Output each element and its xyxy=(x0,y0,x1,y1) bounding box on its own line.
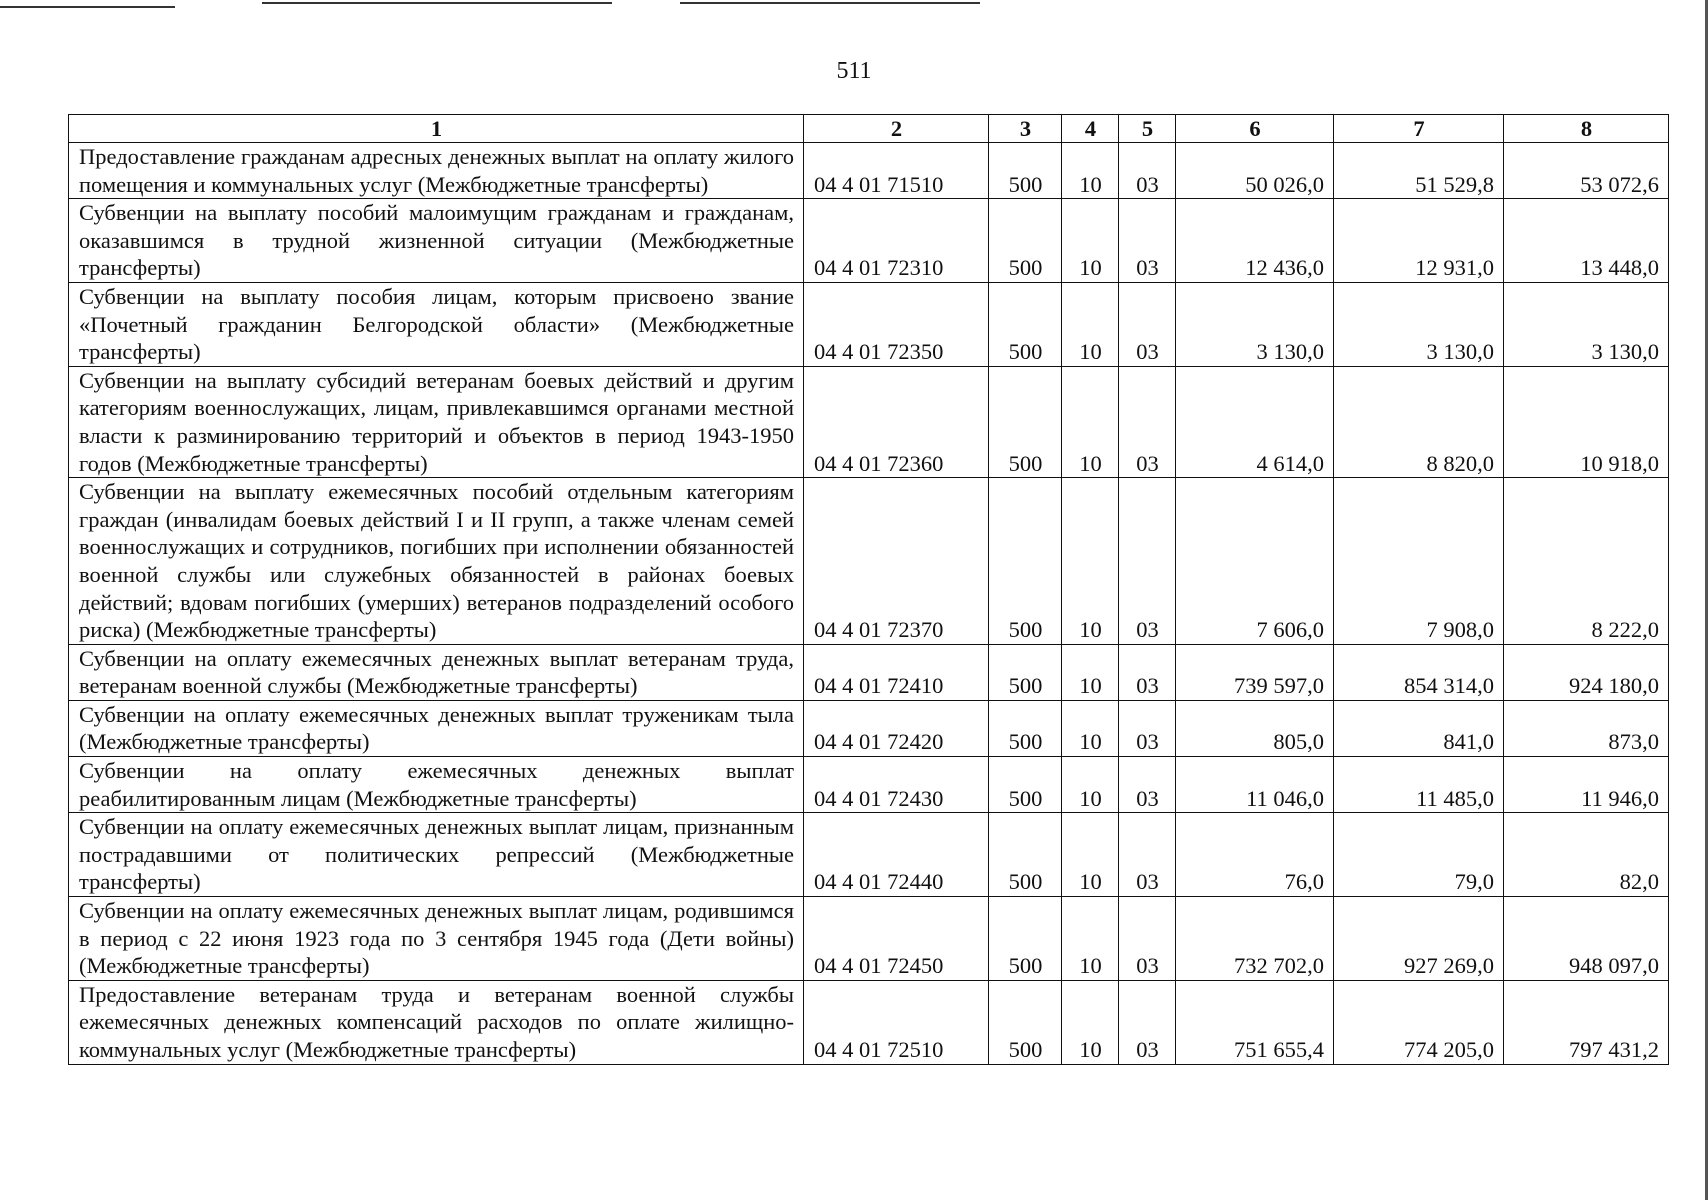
row-value-col-7: 841,0 xyxy=(1334,700,1504,756)
row-description: Субвенции на оплату ежемесячных денежных выплат ветеранам труда, ветеранам военной службы (Межбюджетные трансферты) xyxy=(69,644,804,700)
row-col-3: 500 xyxy=(989,700,1062,756)
row-description: Предоставление гражданам адресных денежных выплат на оплату жилого помещения и коммунальных услуг (Межбюджетные трансферты) xyxy=(69,143,804,199)
row-col-5: 03 xyxy=(1119,700,1176,756)
row-value-col-7: 12 931,0 xyxy=(1334,199,1504,283)
row-col-5: 03 xyxy=(1119,644,1176,700)
row-col-5: 03 xyxy=(1119,813,1176,897)
row-code: 04 4 01 72310 xyxy=(804,199,989,283)
scan-artifact-line xyxy=(680,2,980,4)
row-value-col-8: 11 946,0 xyxy=(1504,757,1669,813)
row-col-3: 500 xyxy=(989,282,1062,366)
row-col-4: 10 xyxy=(1062,143,1119,199)
row-col-4: 10 xyxy=(1062,700,1119,756)
row-value-col-7: 854 314,0 xyxy=(1334,644,1504,700)
row-description: Субвенции на оплату ежемесячных денежных выплат реабилитированным лицам (Межбюджетные трансферты) xyxy=(69,757,804,813)
row-code: 04 4 01 72410 xyxy=(804,644,989,700)
row-code: 04 4 01 72430 xyxy=(804,757,989,813)
row-col-3: 500 xyxy=(989,478,1062,645)
row-value-col-6: 50 026,0 xyxy=(1176,143,1334,199)
row-value-col-8: 8 222,0 xyxy=(1504,478,1669,645)
table-row xyxy=(69,366,1669,477)
table-header xyxy=(69,115,1669,143)
row-description: Субвенции на выплату ежемесячных пособий отдельным категориям граждан (инвалидам боевых действий I и II групп, а также членам семей военнослужащих и сотрудников, погибших при исполнении обязанностей военной службы или служебных обязанностей в районах боевых действий; вдовам погибших (умерших) ветеранов подразделений особого риска) (Межбюджетные трансферты) xyxy=(69,478,804,645)
row-description: Предоставление ветеранам труда и ветеранам военной службы ежемесячных денежных компенсаций расходов по оплате жилищно-коммунальных услуг (Межбюджетные трансферты) xyxy=(69,980,804,1064)
row-col-4: 10 xyxy=(1062,366,1119,477)
header-col-3: 3 xyxy=(989,115,1062,143)
row-value-col-8: 797 431,2 xyxy=(1504,980,1669,1064)
table-row xyxy=(69,143,1669,199)
row-col-3: 500 xyxy=(989,813,1062,897)
budget-table xyxy=(68,114,1669,1065)
row-code: 04 4 01 72440 xyxy=(804,813,989,897)
row-col-3: 500 xyxy=(989,980,1062,1064)
row-col-5: 03 xyxy=(1119,897,1176,981)
row-value-col-6: 7 606,0 xyxy=(1176,478,1334,645)
row-description: Субвенции на выплату субсидий ветеранам боевых действий и другим категориям военнослужащих, лицам, привлекавшимся органами местной власти к разминированию территорий и объектов в период 1943-1950 годов (Межбюджетные трансферты) xyxy=(69,366,804,477)
header-col-2: 2 xyxy=(804,115,989,143)
row-col-4: 10 xyxy=(1062,757,1119,813)
row-value-col-6: 12 436,0 xyxy=(1176,199,1334,283)
row-col-5: 03 xyxy=(1119,757,1176,813)
row-value-col-7: 774 205,0 xyxy=(1334,980,1504,1064)
row-code: 04 4 01 72450 xyxy=(804,897,989,981)
row-col-5: 03 xyxy=(1119,478,1176,645)
row-col-5: 03 xyxy=(1119,199,1176,283)
header-col-8: 8 xyxy=(1504,115,1669,143)
row-col-3: 500 xyxy=(989,757,1062,813)
row-code: 04 4 01 72420 xyxy=(804,700,989,756)
row-code: 04 4 01 72370 xyxy=(804,478,989,645)
header-row xyxy=(69,115,1669,143)
row-col-4: 10 xyxy=(1062,813,1119,897)
row-description: Субвенции на оплату ежемесячных денежных выплат лицам, признанным пострадавшими от политических репрессий (Межбюджетные трансферты) xyxy=(69,813,804,897)
row-value-col-8: 53 072,6 xyxy=(1504,143,1669,199)
row-value-col-8: 3 130,0 xyxy=(1504,282,1669,366)
row-value-col-7: 79,0 xyxy=(1334,813,1504,897)
table-row xyxy=(69,813,1669,897)
table-row xyxy=(69,897,1669,981)
row-col-3: 500 xyxy=(989,199,1062,283)
row-value-col-6: 751 655,4 xyxy=(1176,980,1334,1064)
row-description: Субвенции на выплату пособий малоимущим гражданам и гражданам, оказавшимся в трудной жизненной ситуации (Межбюджетные трансферты) xyxy=(69,199,804,283)
header-col-7: 7 xyxy=(1334,115,1504,143)
row-description: Субвенции на оплату ежемесячных денежных выплат труженикам тыла (Межбюджетные трансферты) xyxy=(69,700,804,756)
row-col-4: 10 xyxy=(1062,980,1119,1064)
table-row xyxy=(69,199,1669,283)
row-col-3: 500 xyxy=(989,897,1062,981)
row-value-col-7: 3 130,0 xyxy=(1334,282,1504,366)
row-col-3: 500 xyxy=(989,366,1062,477)
row-col-5: 03 xyxy=(1119,282,1176,366)
row-col-4: 10 xyxy=(1062,282,1119,366)
row-code: 04 4 01 72350 xyxy=(804,282,989,366)
row-value-col-7: 8 820,0 xyxy=(1334,366,1504,477)
row-col-5: 03 xyxy=(1119,143,1176,199)
header-col-4: 4 xyxy=(1062,115,1119,143)
row-col-3: 500 xyxy=(989,644,1062,700)
row-value-col-6: 739 597,0 xyxy=(1176,644,1334,700)
row-value-col-6: 732 702,0 xyxy=(1176,897,1334,981)
row-col-4: 10 xyxy=(1062,897,1119,981)
row-value-col-7: 927 269,0 xyxy=(1334,897,1504,981)
row-value-col-6: 4 614,0 xyxy=(1176,366,1334,477)
scan-artifact-line xyxy=(0,6,175,8)
header-col-1: 1 xyxy=(69,115,804,143)
row-value-col-7: 7 908,0 xyxy=(1334,478,1504,645)
row-col-5: 03 xyxy=(1119,980,1176,1064)
table-body xyxy=(69,143,1669,1065)
row-value-col-8: 873,0 xyxy=(1504,700,1669,756)
row-value-col-8: 924 180,0 xyxy=(1504,644,1669,700)
table-row xyxy=(69,700,1669,756)
row-code: 04 4 01 72360 xyxy=(804,366,989,477)
row-value-col-6: 3 130,0 xyxy=(1176,282,1334,366)
row-value-col-6: 76,0 xyxy=(1176,813,1334,897)
scan-artifact-line xyxy=(262,2,612,4)
row-description: Субвенции на оплату ежемесячных денежных выплат лицам, родившимся в период с 22 июня 1923 года по 3 сентября 1945 года (Дети войны) (Межбюджетные трансферты) xyxy=(69,897,804,981)
row-value-col-8: 10 918,0 xyxy=(1504,366,1669,477)
row-value-col-8: 948 097,0 xyxy=(1504,897,1669,981)
row-value-col-8: 82,0 xyxy=(1504,813,1669,897)
page-number: 511 xyxy=(836,58,872,84)
header-col-5: 5 xyxy=(1119,115,1176,143)
row-value-col-7: 51 529,8 xyxy=(1334,143,1504,199)
row-value-col-6: 11 046,0 xyxy=(1176,757,1334,813)
row-value-col-8: 13 448,0 xyxy=(1504,199,1669,283)
row-code: 04 4 01 71510 xyxy=(804,143,989,199)
row-col-5: 03 xyxy=(1119,366,1176,477)
header-col-6: 6 xyxy=(1176,115,1334,143)
table-row xyxy=(69,644,1669,700)
table-row xyxy=(69,282,1669,366)
row-col-3: 500 xyxy=(989,143,1062,199)
row-col-4: 10 xyxy=(1062,644,1119,700)
row-code: 04 4 01 72510 xyxy=(804,980,989,1064)
table-row xyxy=(69,757,1669,813)
table-row xyxy=(69,478,1669,645)
row-col-4: 10 xyxy=(1062,199,1119,283)
row-col-4: 10 xyxy=(1062,478,1119,645)
row-description: Субвенции на выплату пособия лицам, которым присвоено звание «Почетный гражданин Белгородской области» (Межбюджетные трансферты) xyxy=(69,282,804,366)
row-value-col-7: 11 485,0 xyxy=(1334,757,1504,813)
table-row xyxy=(69,980,1669,1064)
row-value-col-6: 805,0 xyxy=(1176,700,1334,756)
